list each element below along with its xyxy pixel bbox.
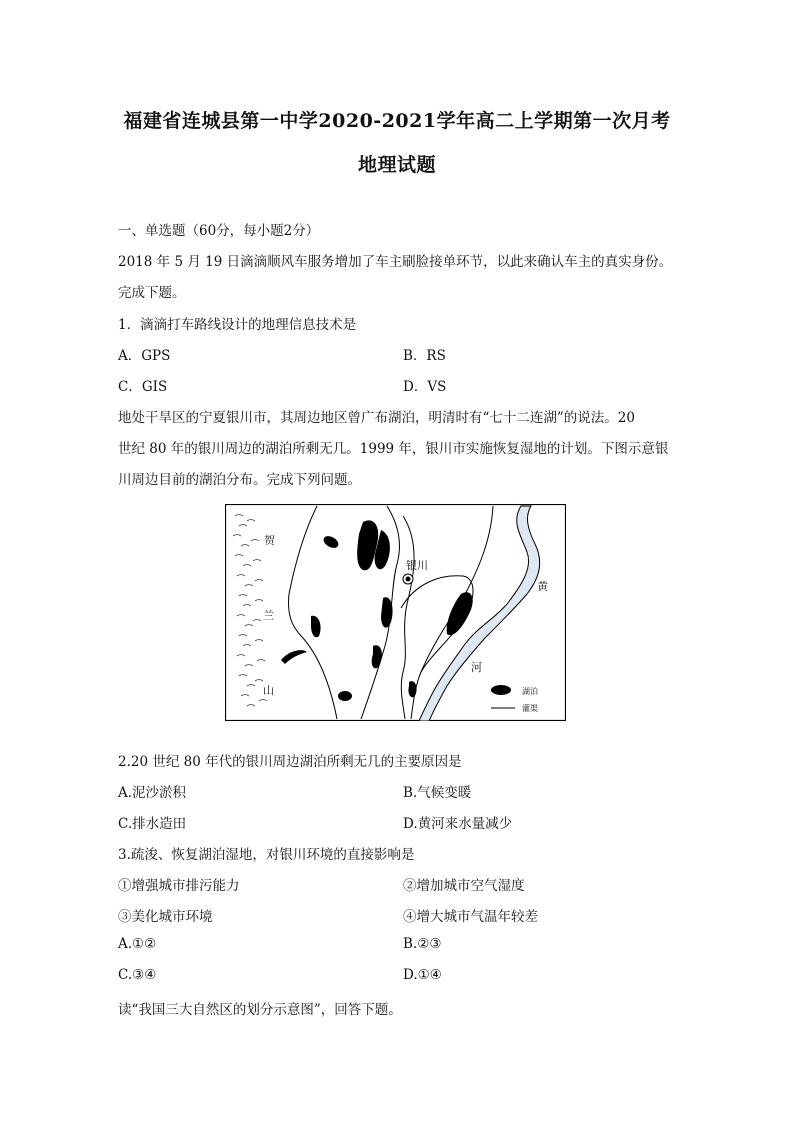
- legend-lake-swatch: [491, 685, 511, 695]
- page-subtitle: 地理试题: [357, 154, 436, 176]
- lake-distribution-map: [225, 504, 566, 721]
- map-label-shan: 山: [263, 684, 274, 697]
- passage3-line1: 读“我国三大自然区的划分示意图”，回答下题。: [118, 1002, 402, 1018]
- section-heading: 一、单选题（60分，每小题2分）: [118, 223, 320, 239]
- q2-option-b: B.气候变暖: [403, 785, 472, 801]
- q3-statement-1: ①增强城市排污能力: [118, 878, 240, 894]
- legend-canal-label: 灌渠: [522, 704, 538, 713]
- q1-stem: 1．滴滴打车路线设计的地理信息技术是: [118, 317, 357, 333]
- q2-option-c: C.排水造田: [118, 816, 187, 832]
- q3-statement-2: ②增加城市空气湿度: [403, 878, 525, 894]
- passage2-line2: 世纪 80 年的银川周边的湖泊所剩无几。1999 年，银川市实施恢复湿地的计划。下图示意银: [118, 441, 669, 457]
- q3-option-b: B.②③: [403, 936, 442, 952]
- q1-option-b: B．RS: [403, 348, 446, 364]
- passage1-line2: 完成下题。: [118, 285, 186, 301]
- q1-option-a: A．GPS: [118, 348, 171, 364]
- city-marker-inner: [406, 577, 411, 582]
- map-label-lan: 兰: [263, 609, 274, 622]
- q3-option-d: D.①④: [403, 967, 442, 983]
- q3-statement-4: ④增大城市气温年较差: [403, 909, 538, 925]
- passage2-line1: 地处干旱区的宁夏银川市，其周边地区曾广布湖泊，明清时有“七十二连湖”的说法。20: [118, 410, 635, 426]
- legend-lake-label: 湖泊: [522, 687, 538, 696]
- map-label-he-river: 河: [471, 661, 482, 674]
- q1-option-d: D．VS: [403, 379, 447, 395]
- passage1-line1: 2018 年 5 月 19 日滴滴顺风车服务增加了车主刷脸接单环节，以此来确认车主的真实身份。: [118, 254, 673, 270]
- map-label-huang: 黄: [537, 580, 548, 593]
- q3-option-a: A.①②: [118, 936, 157, 952]
- map-label-he: 贺: [264, 534, 275, 547]
- q3-stem: 3.疏浚、恢复湖泊湿地，对银川环境的直接影响是: [118, 847, 415, 863]
- q3-statement-3: ③美化城市环境: [118, 909, 213, 925]
- q2-stem: 2.20 世纪 80 年代的银川周边湖泊所剩无几的主要原因是: [118, 754, 462, 770]
- lake: [338, 691, 352, 701]
- map-label-city: 银川: [406, 559, 428, 572]
- q2-option-d: D.黄河来水量减少: [403, 816, 513, 832]
- q2-option-a: A.泥沙淤积: [118, 785, 187, 801]
- q3-option-c: C.③④: [118, 967, 157, 983]
- passage2-line3: 川周边目前的湖泊分布。完成下列问题。: [118, 472, 361, 488]
- page-title: 福建省连城县第一中学2020-2021学年高二上学期第一次月考: [123, 110, 671, 132]
- q1-option-c: C．GIS: [118, 379, 168, 395]
